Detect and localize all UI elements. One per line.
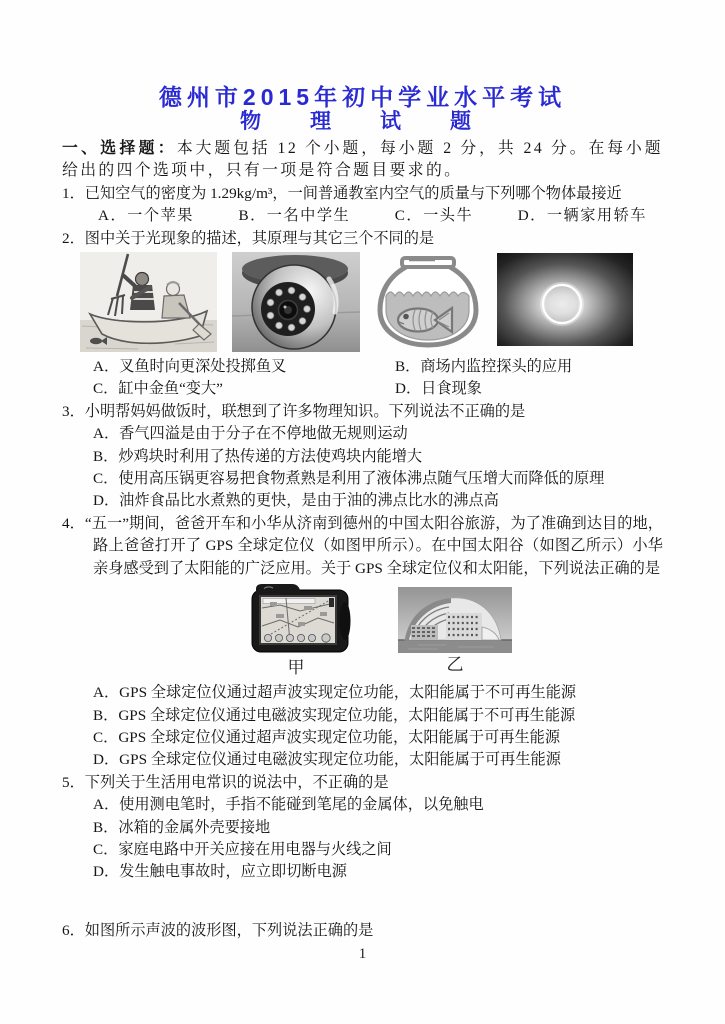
question-5-number: 5．	[62, 773, 85, 791]
section-1-intro: 本大题包括 12 个小题，每小题 2 分，共 24 分。在每小题给出的四个选项中，只有一项是符合题目要求的。	[62, 140, 663, 180]
question-1-number: 1．	[62, 184, 85, 202]
question-2-options	[93, 356, 663, 401]
section-1-instructions	[62, 138, 663, 183]
question-3-text	[62, 401, 663, 423]
question-1-option-b: B．一名中学生	[238, 207, 351, 225]
question-3-option-d: D．油炸食品比水煮熟的更快，是由于油的沸点比水的沸点高	[93, 492, 499, 510]
question-2-option-a: A．叉鱼时向更深处投掷鱼叉	[93, 358, 287, 376]
question-6-stem: 如图所示声波的波形图，下列说法正确的是	[84, 921, 374, 939]
exam-title: 德州市2015年初中学业水平考试	[158, 84, 567, 110]
question-4-stem: “五一”期间，爸爸开车和小华从济南到德州的中国太阳谷旅游，为了准确到达目的地，路上爸爸打开了 GPS 全球定位仪（如图甲所示）。在中国太阳谷（如图乙所示）小华亲身感受到了太阳能的广泛应用。关于 GPS 全球定位仪和太阳能，下列说法正确的是	[84, 514, 663, 577]
question-5-text	[62, 772, 663, 794]
question-2-option-d: D．日食现象	[395, 380, 482, 398]
question-4-option-b: B．GPS 全球定位仪通过电磁波实现定位功能，太阳能属于不可再生能源	[93, 706, 576, 724]
question-1-text	[62, 183, 663, 205]
question-1-option-c: C．一头牛	[394, 207, 474, 225]
question-3-stem: 小明帮妈妈做饭时，联想到了许多物理知识。下列说法不正确的是	[84, 402, 526, 420]
question-4-options	[62, 682, 663, 772]
solar-eclipse-figure	[497, 253, 633, 346]
section-1-label: 一、选择题：	[62, 140, 177, 157]
question-5-stem: 下列关于生活用电常识的说法中，不正确的是	[84, 773, 389, 791]
question-6-number: 6．	[62, 921, 85, 939]
question-3-number: 3．	[62, 402, 85, 420]
question-4-figures	[62, 582, 663, 678]
question-2-option-c: C．缸中金鱼“变大”	[93, 380, 223, 398]
question-3-option-c: C．使用高压锅更容易把食物煮熟是利用了液体沸点随气压增大而降低的原理	[93, 470, 605, 488]
page-number: 1	[358, 946, 367, 963]
question-4-option-c: C．GPS 全球定位仪通过超声波实现定位功能，太阳能属于可再生能源	[93, 728, 561, 746]
question-5-option-d: D．发生触电事故时，应立即切断电源	[93, 863, 347, 881]
question-5-option-a: A．使用测电笔时，手指不能碰到笔尾的金属体，以免触电	[93, 796, 484, 814]
solar-building-figure	[398, 587, 512, 653]
spear-fishing-figure	[80, 252, 217, 352]
question-2-number: 2．	[62, 229, 85, 247]
question-2-stem: 图中关于光现象的描述，其原理与其它三个不同的是	[84, 229, 435, 247]
question-2-figures	[62, 252, 663, 354]
question-6-text	[62, 920, 663, 942]
figure-yi-label: 乙	[446, 655, 464, 675]
question-2-text	[62, 228, 663, 250]
question-4-text	[62, 513, 663, 580]
exam-subtitle: 物 理 试 题	[240, 110, 485, 133]
question-4-number: 4．	[62, 514, 85, 532]
question-3-option-a: A．香气四溢是由于分子在不停地做无规则运动	[93, 425, 408, 443]
gps-navigator-figure	[240, 582, 352, 656]
question-5-option-b: B．冰箱的金属外壳要接地	[93, 818, 271, 836]
security-camera-figure	[232, 252, 360, 352]
question-4-option-a: A．GPS 全球定位仪通过超声波实现定位功能，太阳能属于不可再生能源	[93, 684, 577, 702]
figure-jia-label: 甲	[287, 658, 305, 678]
question-1-option-a: A．一个苹果	[98, 207, 194, 225]
question-1-option-d: D．一辆家用轿车	[517, 207, 647, 225]
question-2-option-b: B．商场内监控探头的应用	[395, 358, 573, 376]
question-4-option-d: D．GPS 全球定位仪通过电磁波实现定位功能，太阳能属于可再生能源	[93, 751, 561, 769]
question-1-stem: 已知空气的密度为 1.29kg/m³，一间普通教室内空气的质量与下列哪个物体最接近	[84, 184, 622, 202]
question-3-option-b: B．炒鸡块时利用了热传递的方法使鸡块内能增大	[93, 447, 423, 465]
figure-yi-block	[398, 587, 512, 675]
question-5-option-c: C．家庭电路中开关应接在用电器与火线之间	[93, 840, 392, 858]
question-1-options	[98, 205, 647, 227]
fishbowl-figure	[373, 251, 483, 349]
figure-jia-block	[240, 582, 352, 678]
